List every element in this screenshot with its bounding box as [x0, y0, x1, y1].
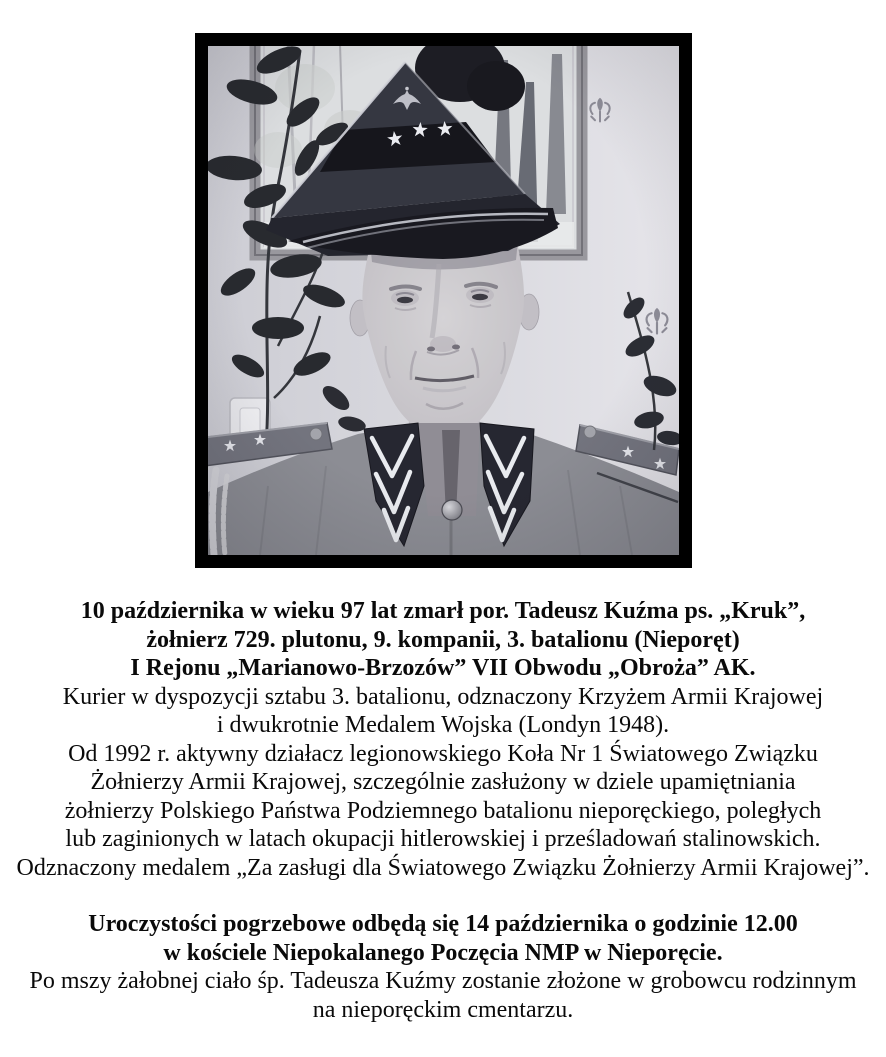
obituary-body-line: Odznaczony medalem „Za zasługi dla Światowego Związku Żołnierzy Armii Krajowej”.	[16, 854, 870, 881]
memorial-announcement-page	[0, 33, 886, 1057]
obituary-header-line: I Rejonu „Marianowo-Brzozów” VII Obwodu „Obroża” AK.	[130, 655, 756, 681]
obituary-header-line: 10 października w wieku 97 lat zmarł por. Tadeusz Kuźma ps. „Kruk”,	[80, 598, 806, 624]
obituary-body-line: Kurier w dyspozycji sztabu 3. batalionu, odznaczony Krzyżem Armii Krajowej	[62, 683, 824, 710]
photo-vignette	[208, 46, 679, 555]
funeral-header-line: Uroczystości pogrzebowe odbędą się 14 października o godzinie 12.00	[88, 911, 798, 937]
obituary-body-line: Żołnierzy Armii Krajowej, szczególnie zasłużony w dziele upamiętniania	[90, 769, 796, 795]
memorial-photo-frame	[195, 33, 692, 568]
obituary-text-block	[0, 597, 886, 882]
obituary-header-line: żołnierz 729. plutonu, 9. kompanii, 3. batalionu (Nieporęt)	[146, 626, 740, 653]
funeral-body-line: Po mszy żałobnej ciało śp. Tadeusza Kuźmy zostanie złożone w grobowcu rodzinnym	[29, 968, 857, 994]
obituary-body-line: Od 1992 r. aktywny działacz legionowskiego Koła Nr 1 Światowego Związku	[68, 740, 818, 767]
obituary-body-line: i dwukrotnie Medalem Wojska (Londyn 1948).	[216, 712, 670, 738]
funeral-body-line: na nieporęckim cmentarzu.	[312, 996, 574, 1023]
obituary-body-line: lub zaginionych w latach okupacji hitlerowskiej i prześladowań stalinowskich.	[65, 826, 821, 852]
funeral-header-line: w kościele Niepokalanego Poczęcia NMP w Nieporęcie.	[163, 939, 723, 966]
funeral-text-block	[0, 910, 886, 1024]
memorial-portrait-image	[208, 46, 679, 555]
obituary-body-line: żołnierzy Polskiego Państwa Podziemnego batalionu nieporęckiego, poległych	[64, 797, 822, 824]
